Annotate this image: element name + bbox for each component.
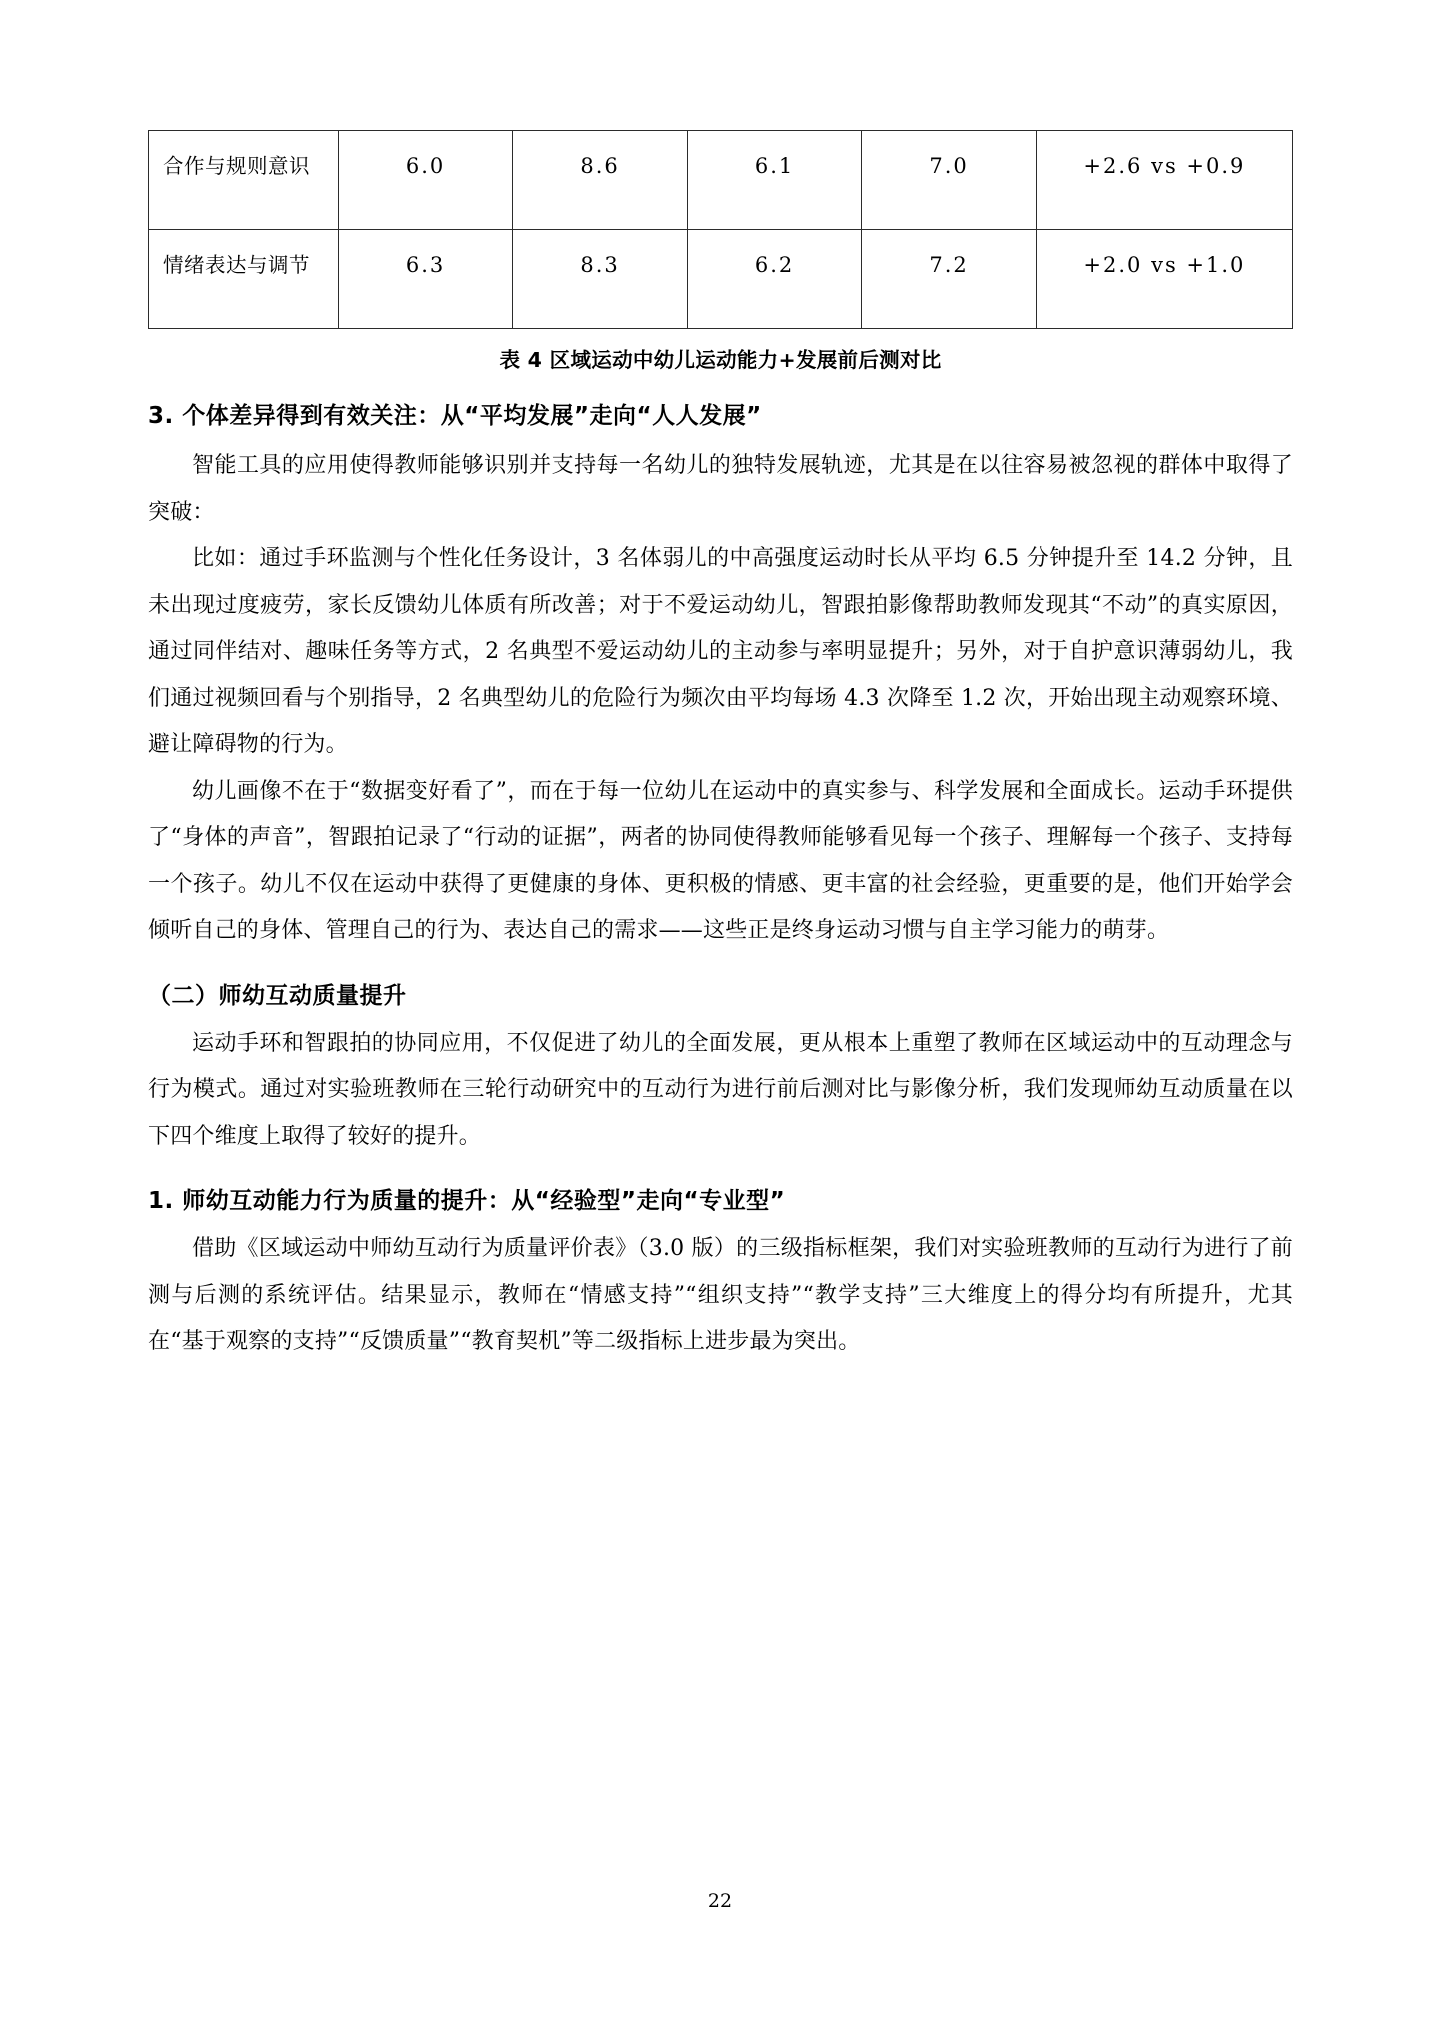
cell-value-text: 7.2 (929, 253, 969, 277)
table-cell-value (687, 131, 862, 230)
table-cell-value (687, 230, 862, 329)
table-cell-value (513, 131, 688, 230)
section-heading-3: 3. 个体差异得到有效关注：从“平均发展”走向“人人发展” (148, 403, 762, 429)
page-content (148, 130, 1293, 1366)
cell-value-text: 8.3 (580, 253, 620, 277)
comparison-table (148, 130, 1293, 329)
row-label-text: 情绪表达与调节 (163, 253, 310, 277)
table-cell-value (338, 230, 513, 329)
table-cell-label (149, 131, 339, 230)
cell-value-text: 7.0 (929, 154, 969, 178)
paragraph: 智能工具的应用使得教师能够识别并支持每一名幼儿的独特发展轨迹，尤其是在以往容易被忽视的群体中取得了突破： (148, 453, 1293, 525)
table-cell-value (338, 131, 513, 230)
paragraph: 比如：通过手环监测与个性化任务设计，3 名体弱儿的中高强度运动时长从平均 6.5 分钟提升至 14.2 分钟，且未出现过度疲劳，家长反馈幼儿体质有所改善；对于不爱运动幼儿，智跟拍影像帮助教师发现其“不动”的真实原因，通过同伴结对、趣味任务等方式，2 名典型不爱运动幼儿的主动参与率明显提升；另外，对于自护意识薄弱幼儿，我们通过视频回看与个别指导，2 名典型幼儿的危险行为频次由平均每场 4.3 次降至 1.2 次，开始出现主动观察环境、避让障碍物的行为。 (148, 546, 1293, 757)
table-cell-value (862, 230, 1037, 329)
table-caption: 表 4 区域运动中幼儿运动能力+发展前后测对比 (499, 348, 942, 372)
table-row (149, 230, 1293, 329)
cell-value-text: 6.1 (754, 154, 795, 178)
paragraph: 运动手环和智跟拍的协同应用，不仅促进了幼儿的全面发展，更从根本上重塑了教师在区域运动中的互动理念与行为模式。通过对实验班教师在三轮行动研究中的互动行为进行前后测对比与影像分析，我们发现师幼互动质量在以下四个维度上取得了较好的提升。 (148, 1030, 1293, 1149)
section-heading-two: （二）师幼互动质量提升 (148, 982, 407, 1009)
cell-value-text: 6.3 (405, 253, 446, 277)
table-row (149, 131, 1293, 230)
page-number: 22 (707, 1890, 733, 1912)
cell-value-text: 6.2 (754, 253, 795, 277)
paragraph: 借助《区域运动中师幼互动行为质量评价表》（3.0 版）的三级指标框架，我们对实验班教师的互动行为进行了前测与后测的系统评估。结果显示，教师在“情感支持”“组织支持”“教学支持”三大维度上的得分均有所提升，尤其在“基于观察的支持”“反馈质量”“教育契机”等二级指标上进步最为突出。 (148, 1236, 1293, 1354)
table-cell-value (513, 230, 688, 329)
cell-comparison-text: +2.6 vs +0.9 (1083, 154, 1246, 178)
table-cell-label (149, 230, 339, 329)
cell-value-text: 8.6 (580, 154, 620, 178)
table-cell-comparison (1036, 131, 1292, 230)
paragraph: 幼儿画像不在于“数据变好看了”，而在于每一位幼儿在运动中的真实参与、科学发展和全面成长。运动手环提供了“身体的声音”，智跟拍记录了“行动的证据”，两者的协同使得教师能够看见每一个孩子、理解每一个孩子、支持每一个孩子。幼儿不仅在运动中获得了更健康的身体、更积极的情感、更丰富的社会经验，更重要的是，他们开始学会倾听自己的身体、管理自己的行为、表达自己的需求——这些正是终身运动习惯与自主学习能力的萌芽。 (148, 778, 1293, 943)
cell-value-text: 6.0 (405, 154, 446, 178)
table-cell-value (862, 131, 1037, 230)
table-cell-comparison (1036, 230, 1292, 329)
cell-comparison-text: +2.0 vs +1.0 (1083, 253, 1246, 277)
row-label-text: 合作与规则意识 (163, 154, 310, 178)
section-heading-1: 1. 师幼互动能力行为质量的提升：从“经验型”走向“专业型” (148, 1188, 786, 1214)
